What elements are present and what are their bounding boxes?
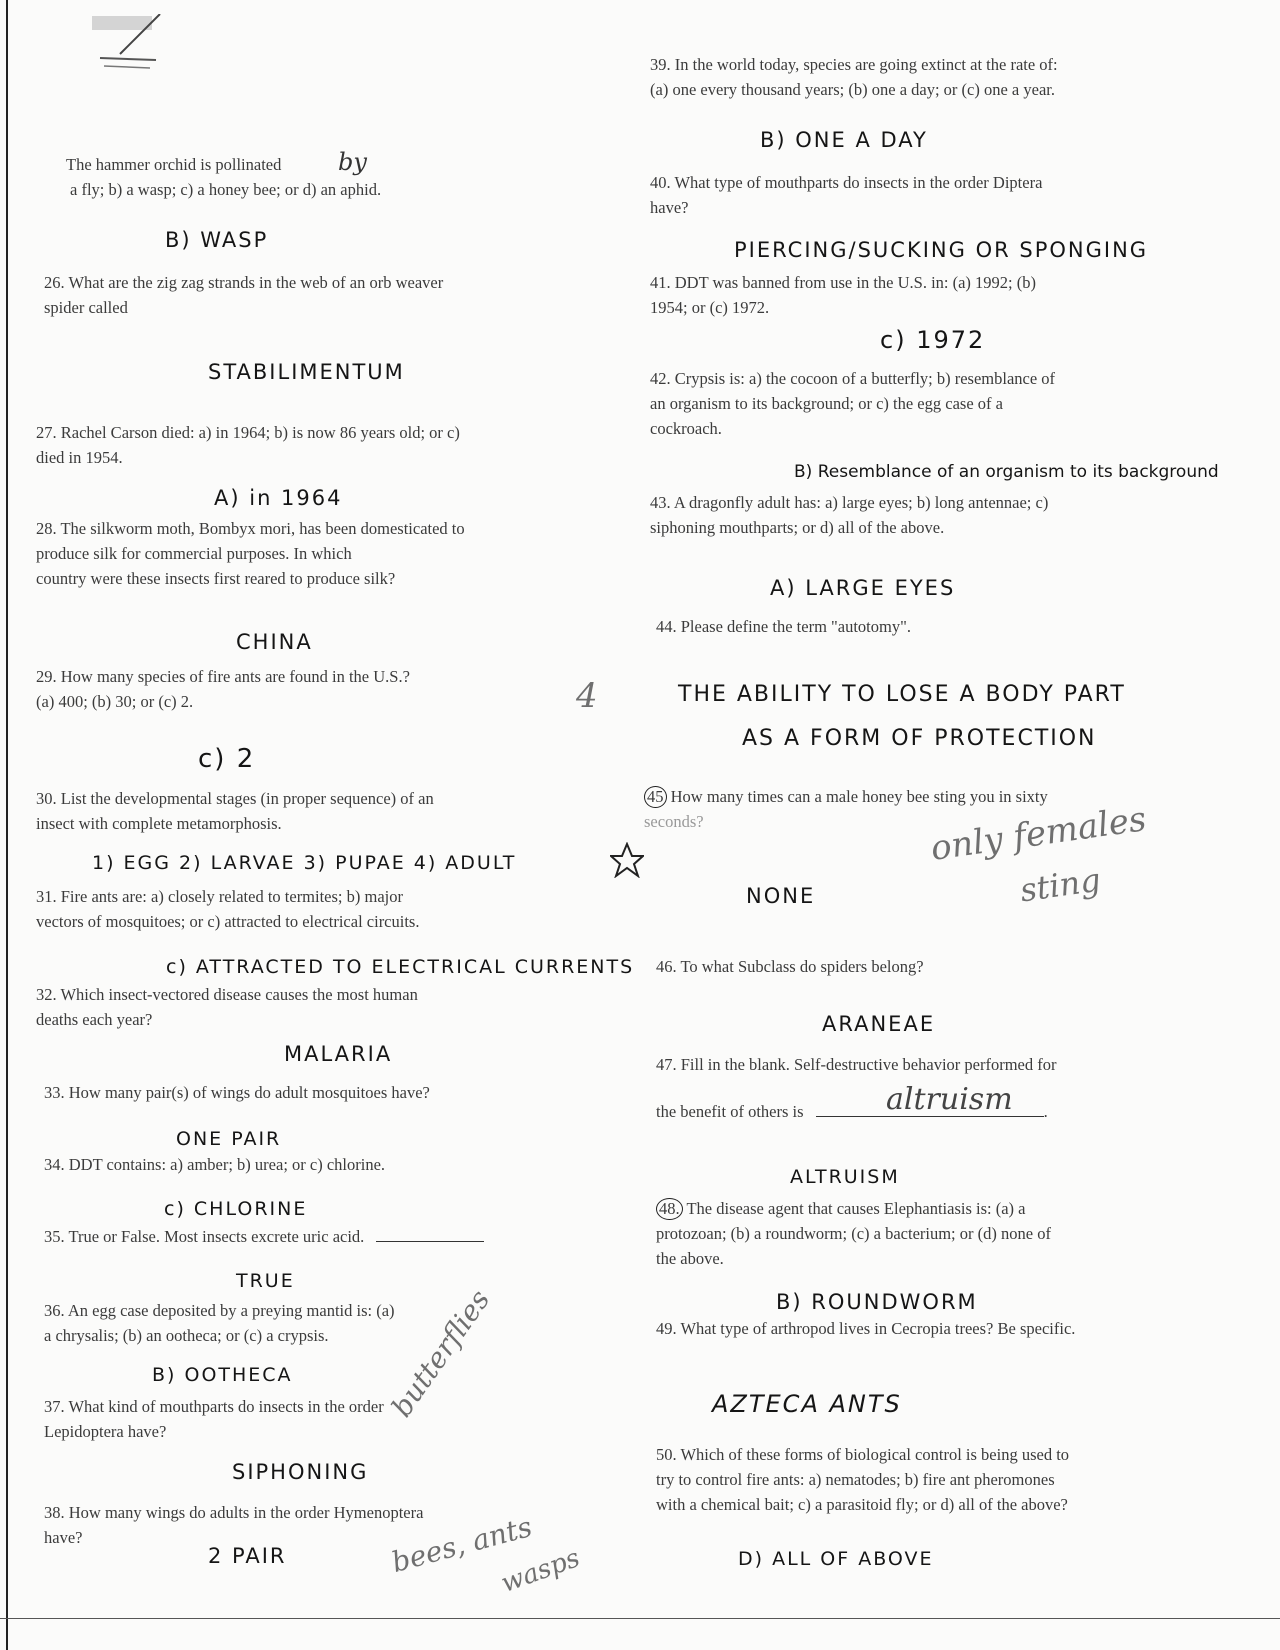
answer-33: ONE PAIR [176,1128,282,1150]
question-line: The disease agent that causes Elephantiasis is: (a) a [686,1199,1026,1218]
question-line: 44. Please define the term "autotomy". [656,617,911,636]
answer-hammer-orchid: B) WASP [165,228,269,252]
question-line: an organism to its background; or c) the egg case of a [650,394,1003,413]
question-hammer-orchid [66,152,381,202]
question-48 [656,1196,1051,1271]
question-34 [44,1152,385,1177]
answer-47: ALTRUISM [790,1166,900,1188]
question-line: 27. Rachel Carson died: a) in 1964; b) is now 86 years old; or c) [36,423,460,442]
answer-44-line-1: THE ABILITY TO LOSE A BODY PART [678,682,1126,707]
question-line: 35. True or False. Most insects excrete uric acid. [44,1227,365,1246]
question-line: 29. How many species of fire ants are found in the U.S.? [36,667,410,686]
circled-number-48: 48. [656,1198,683,1220]
star-mark-icon [610,842,644,878]
question-40 [650,170,1042,220]
handwritten-by: by [338,148,367,176]
answer-43: A) LARGE EYES [770,576,956,600]
question-line: siphoning mouthparts; or d) all of the above. [650,518,945,537]
question-line: died in 1954. [36,448,123,467]
question-line: a chrysalis; (b) an ootheca; or (c) a crypsis. [44,1326,329,1345]
handwritten-wasps: wasps [497,1543,584,1599]
handwritten-butterflies: butterflies [384,1283,497,1423]
answer-41: c) 1972 [880,326,986,354]
question-line: How many times can a male honey bee sting you in sixty [670,787,1048,806]
question-line: 46. To what Subclass do spiders belong? [656,957,924,976]
question-line: produce silk for commercial purposes. In which [36,544,352,563]
answer-39: B) ONE A DAY [760,128,928,152]
question-line: 1954; or (c) 1972. [650,298,770,317]
question-line: 39. In the world today, species are going extinct at the rate of: [650,55,1058,74]
answer-40: PIERCING/SUCKING OR SPONGING [734,238,1149,262]
question-line: 47. Fill in the blank. Self-destructive behavior performed for [656,1055,1057,1074]
question-line: 41. DDT was banned from use in the U.S. in: (a) 1992; (b) [650,273,1037,292]
question-line: 36. An egg case deposited by a preying mantid is: (a) [44,1301,395,1320]
question-line: (a) 400; (b) 30; or (c) 2. [36,692,194,711]
answer-35: TRUE [236,1270,295,1292]
question-line: with a chemical bait; c) a parasitoid fly; or d) all of the above? [656,1495,1068,1514]
question-line: (a) one every thousand years; (b) one a day; or (c) one a year. [650,80,1055,99]
answer-34: c) CHLORINE [164,1198,308,1220]
question-line: spider called [44,298,128,317]
answer-30: 1) EGG 2) LARVAE 3) PUPAE 4) ADULT [92,852,517,874]
answer-38: 2 PAIR [208,1544,287,1568]
question-37 [44,1394,384,1444]
question-line: Lepidoptera have? [44,1422,167,1441]
answer-46: ARANEAE [822,1012,936,1036]
answer-28: CHINA [236,630,313,654]
question-32 [36,982,418,1032]
handwritten-fill-answer-47: altruism [886,1082,1013,1117]
question-line: seconds? [644,812,704,831]
handwritten-only-females: only females [928,799,1149,869]
answer-48: B) ROUNDWORM [776,1290,978,1314]
answer-45: NONE [746,884,816,908]
question-41 [650,270,1036,320]
question-line: protozoan; (b) a roundworm; (c) a bacterium; or (d) none of [656,1224,1051,1243]
circled-number-45: 45 [644,786,667,808]
question-39 [650,52,1058,102]
question-line: 26. What are the zig zag strands in the web of an orb weaver [44,273,444,292]
answer-37: SIPHONING [232,1460,369,1484]
question-43 [650,490,1048,540]
question-30 [36,786,434,836]
question-35 [44,1224,484,1249]
question-50 [656,1442,1069,1517]
question-line: 37. What kind of mouthparts do insects in the order [44,1397,384,1416]
question-29 [36,664,410,714]
question-31 [36,884,419,934]
scan-smudge-icon [90,14,170,74]
question-line: 31. Fire ants are: a) closely related to termites; b) major [36,887,403,906]
answer-42: B) Resemblance of an organism to its background [794,462,1219,482]
question-line: 50. Which of these forms of biological control is being used to [656,1445,1070,1464]
question-line: deaths each year? [36,1010,153,1029]
handwritten-four: 4 [576,676,598,716]
answer-blank [376,1241,484,1242]
question-33 [44,1080,430,1105]
question-line: 33. How many pair(s) of wings do adult mosquitoes have? [44,1083,430,1102]
question-line: cockroach. [650,419,722,438]
question-line: insect with complete metamorphosis. [36,814,282,833]
question-38 [44,1500,423,1550]
answer-49: AZTECA ANTS [712,1390,902,1418]
answer-50: D) ALL OF ABOVE [738,1548,934,1570]
answer-36: B) OOTHECA [152,1364,293,1386]
question-28 [36,516,465,591]
question-27 [36,420,460,470]
question-26 [44,270,443,320]
question-line: 32. Which insect-vectored disease causes the most human [36,985,418,1004]
question-line: The hammer orchid is pollinated [66,155,282,174]
question-line: 28. The silkworm moth, Bombyx mori, has been domesticated to [36,519,465,538]
question-line: 34. DDT contains: a) amber; b) urea; or c) chlorine. [44,1155,386,1174]
answer-44-line-2: AS A FORM OF PROTECTION [742,726,1097,751]
question-line: the above. [656,1249,724,1268]
question-line: 40. What type of mouthparts do insects in the order Diptera [650,173,1043,192]
answer-29: c) 2 [198,744,256,774]
answer-32: MALARIA [284,1042,393,1066]
answer-26: STABILIMENTUM [208,360,405,384]
question-line: have? [650,198,689,217]
question-47: 47. Fill in the blank. Self-destructive behavior performed for the benefit of others is . [656,1052,1056,1124]
handwritten-bees-ants: bees, ants [388,1509,536,1580]
question-line: try to control fire ants: a) nematodes; b) fire ant pheromones [656,1470,1055,1489]
question-line: 49. What type of arthropod lives in Cecropia trees? Be specific. [656,1319,1076,1338]
answer-31: c) ATTRACTED TO ELECTRICAL CURRENTS [166,956,635,978]
question-42 [650,366,1055,441]
question-line: a fly; b) a wasp; c) a honey bee; or d) an aphid. [70,180,382,199]
handwritten-sting: sting [1017,860,1103,910]
answer-27: A) in 1964 [214,486,343,510]
question-line: 38. How many wings do adults in the order Hymenoptera [44,1503,424,1522]
question-44 [656,614,911,639]
question-line: 43. A dragonfly adult has: a) large eyes; b) long antennae; c) [650,493,1049,512]
question-line: have? [44,1528,83,1547]
question-line: vectors of mosquitoes; or c) attracted to electrical circuits. [36,912,420,931]
scan-left-edge [6,0,8,1650]
question-49 [656,1316,1075,1341]
question-46 [656,954,924,979]
question-line: country were these insects first reared to produce silk? [36,569,396,588]
question-line: 42. Crypsis is: a) the cocoon of a butterfly; b) resemblance of [650,369,1056,388]
question-36 [44,1298,395,1348]
question-line: the benefit of others is [656,1102,804,1121]
scan-bottom-edge [0,1618,1280,1619]
question-line: 30. List the developmental stages (in proper sequence) of an [36,789,434,808]
